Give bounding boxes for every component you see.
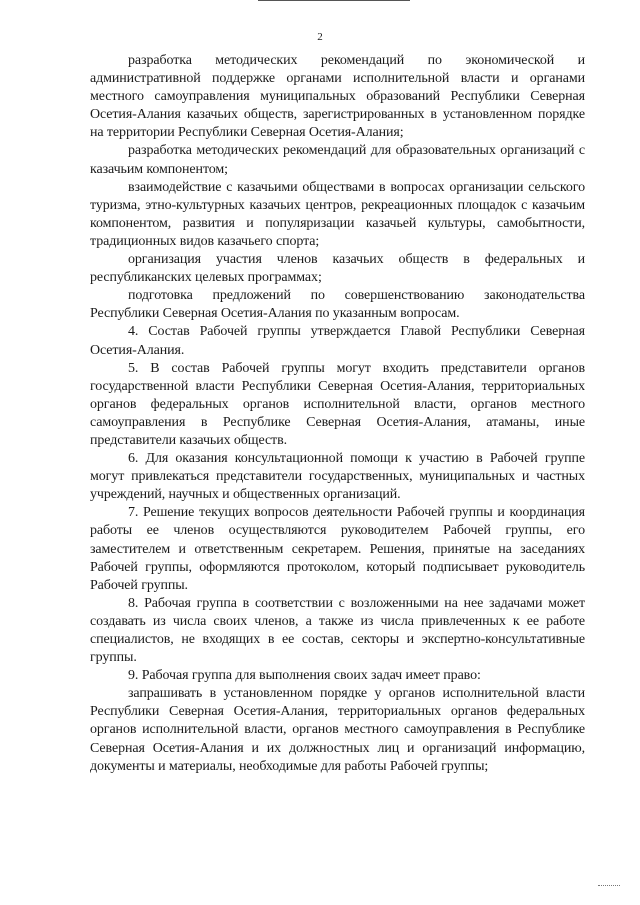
paragraph-item-9: 9. Рабочая группа для выполнения своих задач имеет право: <box>128 668 481 684</box>
paragraph-methodical-recommendations-education: разработка методических рекомендаций для образовательных организаций с казачьим компонентом; <box>90 143 585 177</box>
paragraph-item-4: 4. Состав Рабочей группы утверждается Главой Республики Северная Осетия-Алания. <box>90 324 585 358</box>
paragraph-legislation-proposals: подготовка предложений по совершенствованию законодательства Республики Северная Осетия-Алания по указанным вопросам. <box>90 288 585 322</box>
paragraph-item-8: 8. Рабочая группа в соответствии с возложенными на нее задачами может создавать из числа своих членов, а также из числа привлеченных к ее работе специалистов, не входящих в ее состав, секторы и экспертно-консультативные группы. <box>90 595 585 666</box>
paragraph-request-information: запрашивать в установленном порядке у органов исполнительной власти Республики Северная Осетия-Алания, территориальных органов федеральных органов исполнительной власти, органов местного самоуправления в Республике Северная Осетия-Алания и их должностных лиц и организаций информацию, документы и материалы, необходимые для работы Рабочей группы; <box>90 686 585 774</box>
page-number: 2 <box>317 31 323 43</box>
paragraph-interaction-tourism: взаимодействие с казачьими обществами в вопросах организации сельского туризма, этно-культурных казачьих центров, рекреационных площадок с казачьим компонентом, развития и популяризации казачьей культуры, самобытности, традиционных видов казачьего спорта; <box>90 179 585 249</box>
document-body <box>90 52 585 776</box>
paragraph-target-programs: организация участия членов казачьих обществ в федеральных и республиканских целевых программах; <box>90 252 585 286</box>
paragraph-methodical-recommendations-economic: разработка методических рекомендаций по экономической и административной поддержке органами исполнительной власти и органами местного самоуправления муниципальных образований Республики Северная Осетия-Алания казачьих обществ, зарегистрированных в установленном порядке на территории Республики Северная Осетия-Алания; <box>90 53 585 141</box>
paragraph-item-5: 5. В состав Рабочей группы могут входить представители органов государственной власти Республики Северная Осетия-Алания, территориальных органов федеральных органов исполнительной власти, органов местного самоуправления в Республике Северная Осетия-Алания, атаманы, иные представители казачьих обществ. <box>90 360 585 448</box>
paragraph-item-7: 7. Решение текущих вопросов деятельности Рабочей группы и координация работы ее членов осуществляются руководителем Рабочей группы, его заместителем и ответственным секретарем. Решения, принятые на заседаниях Рабочей группы, оформляются протоколом, который подписывает руководитель Рабочей группы. <box>90 505 585 593</box>
scan-corner-mark <box>598 885 620 888</box>
top-divider-line <box>258 0 410 1</box>
paragraph-item-6: 6. Для оказания консультационной помощи к участию в Рабочей группе могут привлекаться представители государственных, муниципальных и частных учреждений, научных и общественных организаций. <box>90 451 585 503</box>
